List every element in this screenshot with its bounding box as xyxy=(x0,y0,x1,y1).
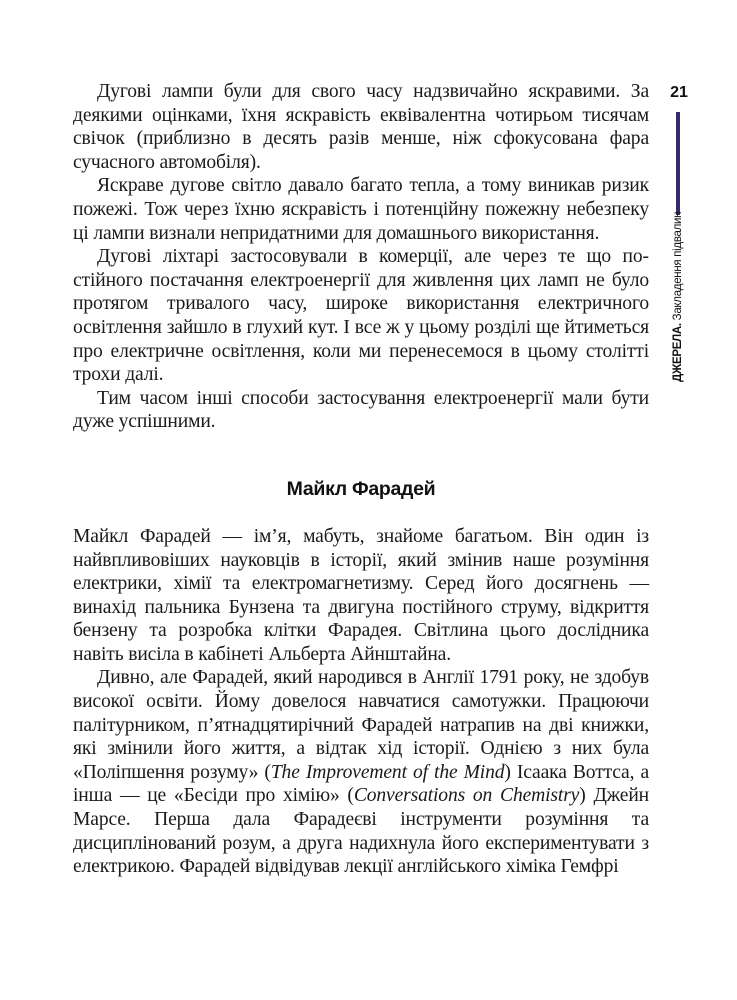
book-title: The Improvement of the Mind xyxy=(270,761,505,783)
paragraph-text: ) Ісаака Воттса, а інша — це «Бесіди про хімію» ( xyxy=(73,761,649,807)
running-head-section: ДЖЕРЕЛА. xyxy=(672,323,684,382)
page-number: 21 xyxy=(670,84,688,101)
paragraph: Тим часом інші способи застосування електроенергії мали бути дуже успішними. xyxy=(73,387,649,433)
paragraph-text: ) Джейн Марсе. Перша дала Фарадеєві інструменти розуміння та дисциплінований розум, а друга надихнула його експериментувати з електрикою. Фарадей відвідував лекції англійського хіміка Гемфрі xyxy=(73,785,650,878)
book-title: Conversations on Chemistry xyxy=(353,785,580,807)
running-head-title: Закладення підвалин xyxy=(672,211,684,321)
paragraph xyxy=(73,666,649,878)
paragraph: Дугові лампи були для свого часу надзвичайно яскравими. За деякими оцінками, їхня яскравість еквівалентна чотирьом тисячам свічок (приблизно в десять разів менше, ніж сфокусована фара сучасного автомобіля). xyxy=(73,81,649,173)
main-text xyxy=(73,80,649,879)
paragraph-text: Дивно, але Фарадей, який народився в Англії 1791 року, не здобув високої освіти. Йому довелося навчатися самотужки. Працюючи палітурником, п’ятнадцятирічний Фарадей натрапив на дві книжки, які змінили його життя, а відтак хід історії. Однією з них була «Поліпшення розуму» ( xyxy=(73,667,649,783)
paragraph: Дугові ліхтарі застосовували в комерції, але через те що постійного постачання електроенергії для живлення цих ламп не було протягом тривалого часу, широке використання електричного освітлення зайшло в глухий кут. І все ж у цьому розділі ще йтиметься про електричне освітлення, коли ми перенесемося в цьому столітті трохи далі. xyxy=(73,246,649,386)
running-head xyxy=(668,211,688,382)
chapter-marker-bar xyxy=(676,112,680,215)
paragraph: Майкл Фарадей — ім’я, мабуть, знайоме багатьом. Він один із найвпливовіших науковців в історії, який змінив наше розуміння електрики, хімії та електромагнетизму. Серед його досягнень — винахід пальника Бунзена та двигуна постійного струму, відкриття бензену та розробка клітки Фарадея. Світлина цього дослідника навіть висіла в кабінеті Альберта Айнштайна. xyxy=(73,525,649,665)
paragraph: Яскраве дугове світло давало багато тепла, а тому виникав ризик пожежі. Тож через їхню яскравість і потенційну пожежну небезпеку ці лампи визнали непридатними для домашнього використання. xyxy=(73,175,649,244)
section-heading: Майкл Фарадей xyxy=(286,477,436,500)
